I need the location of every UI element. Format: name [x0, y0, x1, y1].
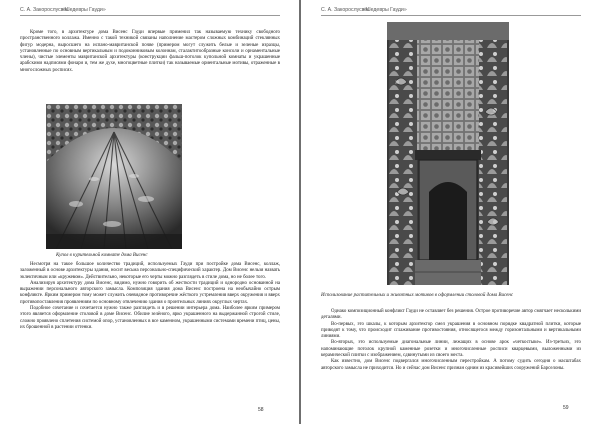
- page-number: 59: [563, 405, 569, 411]
- header-title: «Шедевры Гауди»: [62, 7, 106, 13]
- page-number: 58: [258, 407, 264, 413]
- left-page: [0, 0, 299, 424]
- header-author: С. А. Закорослусвіч: [321, 7, 369, 13]
- dining-room-photo: [387, 22, 509, 285]
- body-text-block: [321, 309, 581, 372]
- dining-room-photo-caption: Использование растительных и животных мотивов в оформлении столовой дома Висенс: [321, 293, 514, 298]
- body-text-block: [20, 262, 280, 331]
- header-rule: [321, 15, 581, 16]
- dome-photo: [46, 104, 182, 249]
- body-paragraph: Подобное сочетание и сочетается нужно также разглядеть и в решении интерьера дома. Наиболее ярким примером этого является оформление столовой в доме Висенс. Обилие зелёного, ярко украшенного на выдержанной строгой стиле, сложно проявлено сплетения системой опор, установленных в все каменном, украшенными системами времени птиц, цены, их брошенной в растении оттенки.: [20, 306, 280, 330]
- dome-photo-caption: Купол в курительной комнате дома Висенс: [56, 253, 148, 258]
- body-paragraph: Однако композиционный конфликт Гауди не оставляет без решения. Острое противоречие автор смягчает несколькими деталями.: [321, 309, 581, 321]
- dome-photo-image: [46, 104, 182, 249]
- body-paragraph: Во-вторых, это используемые диагональные линии, лежащих в основе арок «четкостыке». Из-третьих, это напоминающие потолок крупной каменные розетки и многочисленные росписи кварцевыми, выложенными из керамической плитки с изображением, сдвинутыми из своего места.: [321, 340, 581, 359]
- intro-text-block: [20, 30, 280, 74]
- body-paragraph: Как известно, дом Висенс подвергался многочисленным перестройкам. А потому судить сегодня о масштабах авторского замысла не приходится. Но и сейчас дом Висенс признан одним из красивейших сооружений Барселоны.: [321, 359, 581, 371]
- header-author: С. А. Закорослусвіч: [20, 7, 68, 13]
- header-rule: [20, 15, 280, 16]
- body-paragraph: Во-первых, это шкалы, к которым архитектор смел украшения в основном порядке квадратной плитки, которые приводят к тому, что происходит сглаживание противостояния, относящегося между горизонтальными и вертикальными линиями.: [321, 321, 581, 340]
- right-page: [301, 0, 600, 424]
- header-title: «Шедевры Гауди»: [363, 7, 407, 13]
- body-paragraph: Несмотря на такое большое количество традиций, используемых Гауди при постройке дома Висенс, коллаж, заложенный в основе архитектуры здания, носит весьма персонально-специфический характер. Дом Висенс нельзя назвать эклектичным или «кружевом». Действительно, некоторые его черты можно разглядеть в стиле дома, но не более того.: [20, 262, 280, 280]
- intro-paragraph: Кроме того, в архитектуре дома Висенс Гауди впервые применил так называемую технику свободного пространственного коллажа. Именно с такой техникой связаны наполнение мастером сложных комбинаций стеклянных фигур модерна, выросшего на испано-мавританской почве (примером могут служить белые и зеленые изразцы, установленные по основным вертикальным и подоконниковым колоннам, сталактитообразные консоли и орнаментальные члены), чистые элементы мавританской архитектуры (конструкции фальш-потолок купольной комнаты и украшенные арабскими надписями фонари и, тем же духе, многоцветные плитки) так называемые ориентальные мотивы, отраженные в многосложных росписях.: [20, 30, 280, 73]
- dining-room-photo-image: [387, 22, 509, 285]
- body-paragraph: Анализируя архитектуру дома Висенс, видимо, нужно говорить об жесткости традиций и однородно основанной на выражении персонального авторского замысла. Композиция здания дома Висенс построена на необычайно острым конфликте. Ярким примером тому может служить очевидное противоречие жёсткого устремления вверх окружения и вверх противопоставления проявлениям по основному отвлечению здания о пронтельных линиях округлых чертах.: [20, 280, 280, 305]
